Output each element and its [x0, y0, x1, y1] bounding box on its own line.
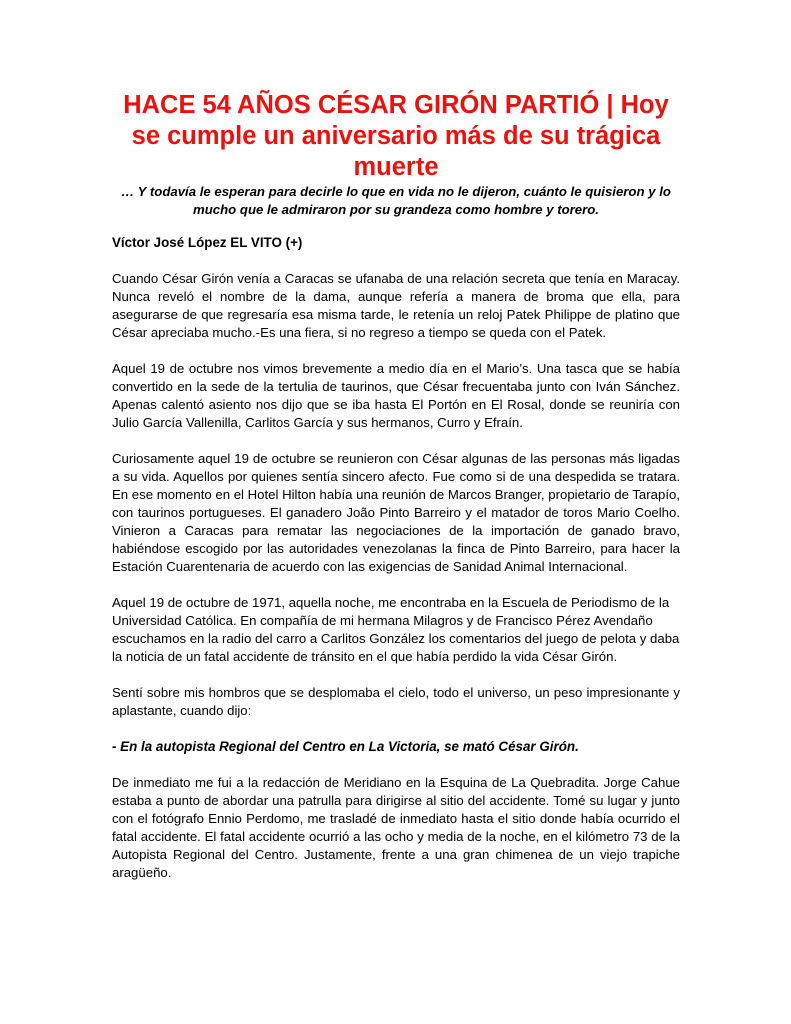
paragraph-1: Cuando César Girón venía a Caracas se ufanaba de una relación secreta que tenía en Maracay. Nunca reveló el nombre de la dama, aunque refería a manera de broma que ella, para asegurarse de que regresaría esa misma tarde, le retenía un reloj Patek Philippe de platino que César apreciaba mucho.-Es una fiera, si no regreso a tiempo se queda con el Patek.: [112, 271, 680, 340]
paragraph-5: Sentí sobre mis hombros que se desplomaba el cielo, todo el universo, un peso impresionante y aplastante, cuando dijo:: [112, 685, 680, 718]
article-title: HACE 54 AÑOS CÉSAR GIRÓN PARTIÓ | Hoy se cumple un aniversario más de su trágica muerte: [123, 91, 669, 181]
document-page: [112, 90, 680, 900]
article-subtitle: … Y todavía le esperan para decirle lo que en vida no le dijeron, cuánto le quisieron y lo mucho que le admiraron por su grandeza como hombre y torero.: [121, 184, 671, 217]
quote: - En la autopista Regional del Centro en La Victoria, se mató César Girón.: [112, 739, 579, 754]
closing-paragraph: De inmediato me fui a la redacción de Meridiano en la Esquina de La Quebradita. Jorge Cahue estaba a punto de abordar una patrulla para dirigirse al sitio del accidente. Tomé su lugar y junto con el fotógrafo Ennio Perdomo, me trasladé de inmediato hasta el sitio donde había ocurrido el fatal accidente. El fatal accidente ocurrió a las ocho y media de la noche, en el kilómetro 73 de la Autopista Regional del Centro. Justamente, frente a una gran chimenea de un viejo trapiche aragüeño.: [112, 775, 680, 880]
paragraph-2: Aquel 19 de octubre nos vimos brevemente a medio día en el Mario’s. Una tasca que se había convertido en la sede de la tertulia de taurinos, que César frecuentaba junto con Iván Sánchez. Apenas calentó asiento nos dijo que se iba hasta El Portón en El Rosal, donde se reuniría con Julio García Vallenilla, Carlitos García y sus hermanos, Curro y Efraín.: [112, 361, 680, 430]
article-byline: Víctor José López EL VITO (+): [112, 235, 303, 250]
paragraph-3: Curiosamente aquel 19 de octubre se reunieron con César algunas de las personas más ligadas a su vida. Aquellos por quienes sentía sincero afecto. Fue como si de una despedida se tratara. En ese momento en el Hotel Hilton había una reunión de Marcos Branger, propietario de Tarapío, con taurinos portugueses. El ganadero João Pinto Barreiro y el matador de toros Mario Coelho. Vinieron a Caracas para rematar las negociaciones de la importación de ganado bravo, habiéndose escogido por las autoridades venezolanas la finca de Pinto Barreiro, para hacer la Estación Cuarentenaria de acuerdo con las exigencias de Sanidad Animal Internacional.: [112, 451, 680, 574]
paragraph-4: Aquel 19 de octubre de 1971, aquella noche, me encontraba en la Escuela de Periodismo de la Universidad Católica. En compañía de mi hermana Milagros y de Francisco Pérez Avendaño escuchamos en la radio del carro a Carlitos González los comentarios del juego de pelota y daba la noticia de un fatal accidente de tránsito en el que había perdido la vida César Girón.: [112, 595, 680, 664]
